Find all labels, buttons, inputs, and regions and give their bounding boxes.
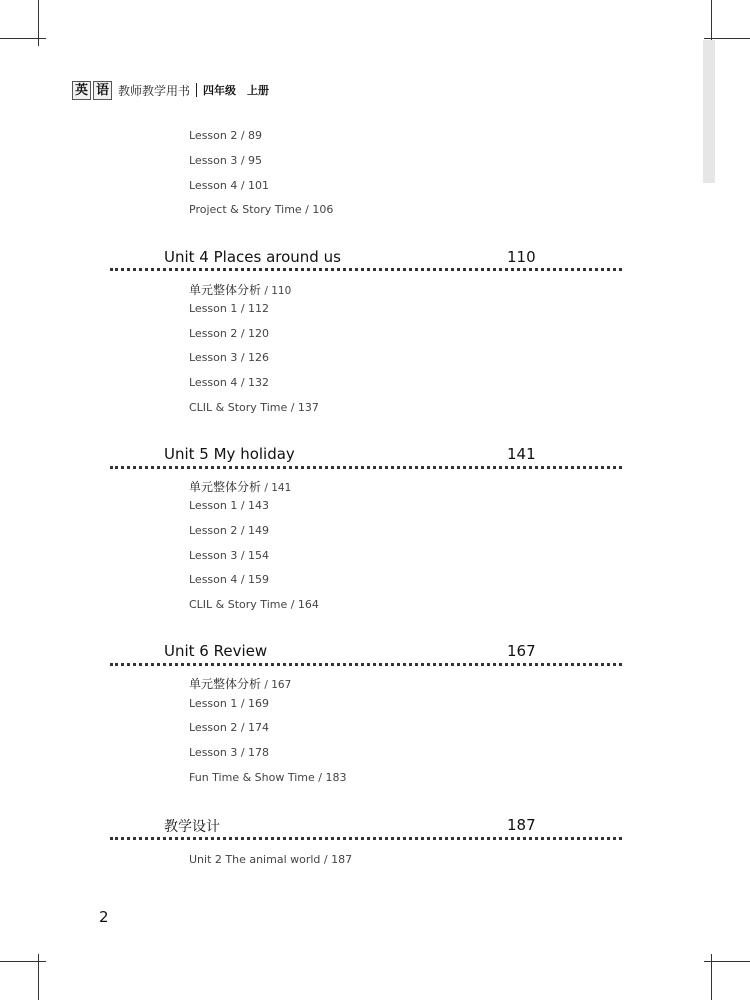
side-strip: [703, 40, 715, 183]
unit-heading[interactable]: Unit 5 My holiday: [164, 445, 295, 463]
overview-label: 单元整体分析: [189, 283, 262, 297]
toc-entry[interactable]: Lesson 3 / 154: [189, 549, 270, 562]
toc-entry[interactable]: CLIL & Story Time / 137: [189, 401, 319, 414]
toc-entry[interactable]: Unit 2 The animal world / 187: [189, 853, 353, 866]
toc-entry[interactable]: Lesson 3 / 95: [189, 154, 263, 167]
toc-entry[interactable]: Lesson 3 / 126: [189, 351, 270, 364]
toc-entry[interactable]: Lesson 2 / 174: [189, 721, 270, 734]
section-heading[interactable]: 教学设计: [164, 819, 220, 835]
overview-page: / 167: [261, 679, 292, 691]
toc-entry[interactable]: Project & Story Time / 106: [189, 203, 334, 216]
page-number: 2: [99, 908, 109, 926]
dotted-rule: [110, 466, 622, 469]
toc-entry[interactable]: Lesson 2 / 120: [189, 327, 270, 340]
section-page-number: 187: [507, 816, 536, 834]
running-header: [72, 80, 269, 100]
toc-entry[interactable]: Lesson 1 / 169: [189, 697, 270, 710]
dotted-rule: [110, 837, 622, 840]
unit-page-number: 167: [507, 642, 536, 660]
crop-mark: [0, 38, 46, 39]
grade-label: 四年级 上册: [203, 84, 270, 97]
brand-char: 语: [93, 81, 112, 100]
toc-entry-overview[interactable]: [189, 675, 291, 692]
toc-entry[interactable]: Fun Time & Show Time / 183: [189, 771, 347, 784]
crop-mark: [704, 38, 750, 39]
unit-heading[interactable]: Unit 6 Review: [164, 642, 268, 660]
unit-page-number: 141: [507, 445, 536, 463]
crop-mark: [0, 961, 46, 962]
header-divider: [196, 83, 197, 97]
toc-entry[interactable]: Lesson 4 / 159: [189, 573, 270, 586]
toc-entry[interactable]: Lesson 4 / 101: [189, 179, 270, 192]
book-title: 教师教学用书: [118, 83, 191, 98]
toc-entry[interactable]: Lesson 2 / 89: [189, 129, 263, 142]
crop-mark: [704, 961, 750, 962]
toc-entry[interactable]: Lesson 1 / 143: [189, 499, 270, 512]
brand-char: 英: [72, 81, 91, 100]
toc-entry-overview[interactable]: [189, 478, 291, 495]
toc-entry[interactable]: Lesson 4 / 132: [189, 376, 270, 389]
overview-label: 单元整体分析: [189, 480, 262, 494]
dotted-rule: [110, 663, 622, 666]
overview-page: / 141: [261, 482, 292, 494]
unit-page-number: 110: [507, 248, 536, 266]
toc-entry[interactable]: Lesson 3 / 178: [189, 746, 270, 759]
toc-entry-overview[interactable]: [189, 281, 291, 298]
toc-entry[interactable]: CLIL & Story Time / 164: [189, 598, 319, 611]
toc-entry[interactable]: Lesson 1 / 112: [189, 302, 270, 315]
toc-entry[interactable]: Lesson 2 / 149: [189, 524, 270, 537]
overview-page: / 110: [261, 285, 292, 297]
crop-mark: [38, 0, 39, 46]
overview-label: 单元整体分析: [189, 677, 262, 691]
unit-heading[interactable]: Unit 4 Places around us: [164, 248, 341, 266]
dotted-rule: [110, 268, 622, 271]
